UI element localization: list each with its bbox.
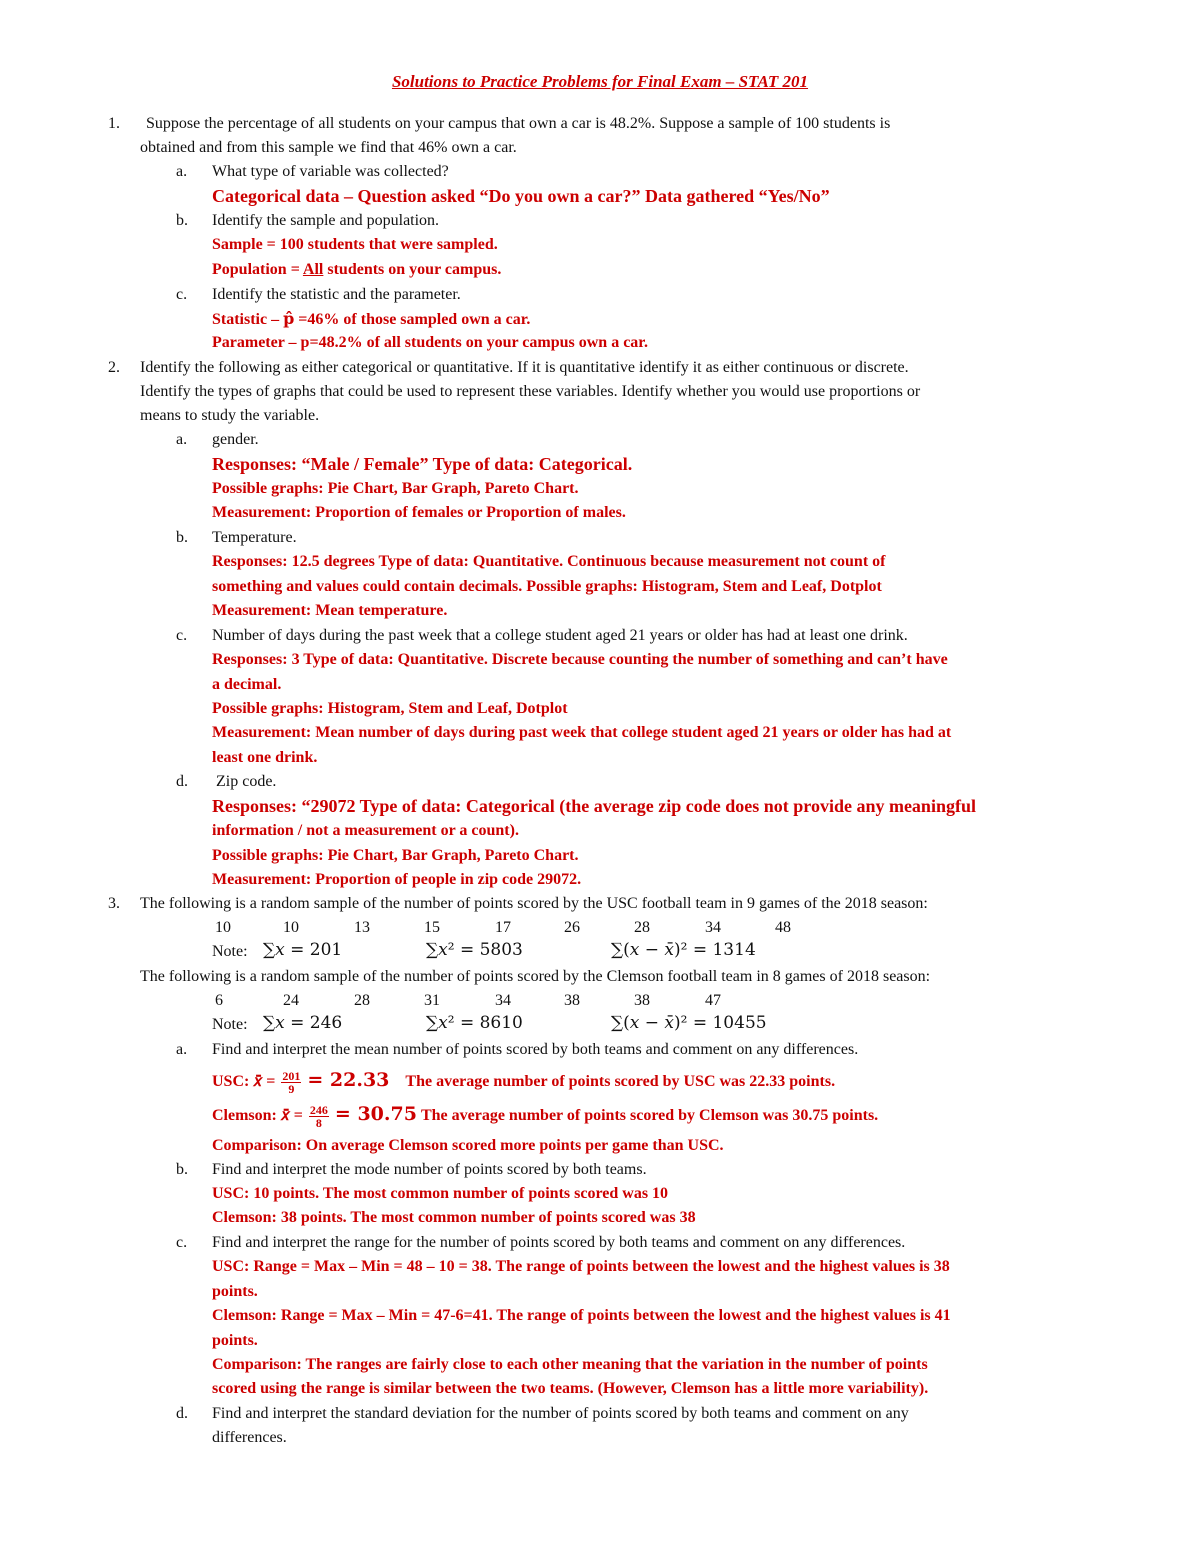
usc-value: 28 <box>634 919 650 936</box>
q3-text-1: The following is a random sample of the number of points scored by the USC football team in 9 games of the 2018 season: <box>140 895 928 912</box>
q3a-usc-mean <box>212 1066 835 1094</box>
clemson-value: 28 <box>354 992 370 1009</box>
usc-mean-fraction <box>281 1070 301 1095</box>
q3c-answer-3: Clemson: Range = Max – Min = 47-6=41. The range of points between the lowest and the highest values is 41 <box>212 1307 951 1324</box>
q2a-answer-1: Responses: “Male / Female” Type of data: Categorical. <box>212 454 633 474</box>
usc-mean-value: = 22.33 <box>307 1069 390 1091</box>
q2c-label: c. <box>176 627 188 644</box>
usc-sum-squares: ∑𝑥² = 5803 <box>426 940 523 960</box>
q1c-answer-statistic <box>212 309 530 330</box>
usc-value: 10 <box>215 919 231 936</box>
q1-text-2: obtained and from this sample we find that 46% own a car. <box>140 139 517 156</box>
q1-number: 1. <box>108 115 120 132</box>
page-title: Solutions to Practice Problems for Final Exam – STAT 201 <box>391 72 809 91</box>
clemson-value: 24 <box>283 992 299 1009</box>
q3d-question-1: Find and interpret the standard deviation for the number of points scored by both teams and comment on any <box>212 1405 909 1422</box>
clemson-values-row <box>0 991 1200 1011</box>
q2b-label: b. <box>176 529 188 546</box>
q2d-answer-1: Responses: “29072 Type of data: Categorical (the average zip code does not provide any meaningful <box>212 796 976 816</box>
q1b-pop-prefix: Population = <box>212 261 303 278</box>
usc-value: 15 <box>424 919 440 936</box>
clemson-mean-text: The average number of points scored by Clemson was 30.75 points. <box>420 1107 879 1124</box>
q2c-question: Number of days during the past week that a college student aged 21 years or older has had at least one drink. <box>212 627 908 644</box>
q1b-question: Identify the sample and population. <box>212 212 440 229</box>
clemson-mean-fraction <box>309 1104 329 1129</box>
q2a-answer-2: Possible graphs: Pie Chart, Bar Graph, Pareto Chart. <box>212 480 579 497</box>
clemson-note-label: Note: <box>212 1016 248 1033</box>
q3c-label: c. <box>176 1234 188 1251</box>
q2d-label: d. <box>176 773 188 790</box>
usc-sum: ∑𝑥 = 201 <box>263 940 343 960</box>
q2c-answer-2: a decimal. <box>212 676 282 693</box>
q2d-answer-2: information / not a measurement or a count). <box>212 822 519 839</box>
q2d-question: Zip code. <box>216 773 277 790</box>
q2-text-2: Identify the types of graphs that could be used to represent these variables. Identify whether you would use proportions or <box>140 383 921 400</box>
q1c-stat-prefix: Statistic – <box>212 311 284 328</box>
q1b-pop-suffix: students on your campus. <box>323 261 502 278</box>
q2d-answer-3: Possible graphs: Pie Chart, Bar Graph, Pareto Chart. <box>212 847 579 864</box>
q1-text-1: Suppose the percentage of all students on your campus that own a car is 48.2%. Suppose a sample of 100 students is <box>146 115 891 132</box>
q2c-answer-4: Measurement: Mean number of days during past week that college student aged 21 years or older has had at <box>212 724 952 741</box>
q3-number: 3. <box>108 895 120 912</box>
q1a-label: a. <box>176 163 188 180</box>
clemson-value: 47 <box>705 992 721 1009</box>
clemson-value: 38 <box>564 992 580 1009</box>
q2c-answer-3: Possible graphs: Histogram, Stem and Leaf, Dotplot <box>212 700 568 717</box>
q3b-question: Find and interpret the mode number of points scored by both teams. <box>212 1161 647 1178</box>
q1c-question: Identify the statistic and the parameter. <box>212 286 461 303</box>
q2b-answer-2: something and values could contain decimals. Possible graphs: Histogram, Stem and Leaf, Dotplot <box>212 578 882 595</box>
q2a-label: a. <box>176 431 188 448</box>
usc-mean-denominator: 9 <box>288 1081 295 1096</box>
q3a-comparison: Comparison: On average Clemson scored more points per game than USC. <box>212 1137 724 1154</box>
q1b-pop-all: All <box>302 261 324 278</box>
clemson-value: 6 <box>215 992 223 1009</box>
q3c-answer-2: points. <box>212 1283 258 1300</box>
q1a-answer: Categorical data – Question asked “Do you own a car?” Data gathered “Yes/No” <box>212 186 830 206</box>
clemson-mean-denominator: 8 <box>315 1115 322 1130</box>
clemson-sum-sq-dev: ∑(𝑥 − 𝑥̄)² = 10455 <box>611 1013 767 1033</box>
clemson-value: 31 <box>424 992 440 1009</box>
q1c-stat-suffix: =46% of those sampled own a car. <box>294 311 531 328</box>
q1b-answer-sample: Sample = 100 students that were sampled. <box>212 236 498 253</box>
usc-mean-prefix: USC: 𝑥̄ = <box>212 1073 280 1090</box>
q2b-question: Temperature. <box>212 529 297 546</box>
q1c-answer-parameter: Parameter – p=48.2% of all students on your campus own a car. <box>212 334 648 351</box>
usc-value: 17 <box>495 919 511 936</box>
clemson-sum: ∑𝑥 = 246 <box>263 1013 343 1033</box>
clemson-mean-prefix: Clemson: 𝑥̄ = <box>212 1107 307 1124</box>
q2a-answer-3: Measurement: Proportion of females or Proportion of males. <box>212 504 626 521</box>
q3c-answer-4: points. <box>212 1332 258 1349</box>
usc-mean-numerator: 201 <box>282 1068 301 1083</box>
q2b-answer-1: Responses: 12.5 degrees Type of data: Quantitative. Continuous because measurement not count of <box>212 553 886 570</box>
q3b-answer-clemson: Clemson: 38 points. The most common number of points scored was 38 <box>212 1209 696 1226</box>
usc-mean-text: The average number of points scored by USC was 22.33 points. <box>405 1073 836 1090</box>
usc-value: 13 <box>354 919 370 936</box>
q3b-answer-usc: USC: 10 points. The most common number of points scored was 10 <box>212 1185 669 1202</box>
q3d-question-2: differences. <box>212 1429 287 1446</box>
q3a-clemson-mean <box>212 1100 878 1128</box>
q3-text-2: The following is a random sample of the number of points scored by the Clemson football team in 8 games of 2018 season: <box>140 968 931 985</box>
clemson-mean-value: = 30.75 <box>334 1103 417 1125</box>
q2c-answer-1: Responses: 3 Type of data: Quantitative. Discrete because counting the number of something and can’t have <box>212 651 948 668</box>
usc-values-row <box>0 918 1200 938</box>
q2b-answer-3: Measurement: Mean temperature. <box>212 602 448 619</box>
usc-sum-sq-dev: ∑(𝑥 − 𝑥̄)² = 1314 <box>611 940 756 960</box>
q2-text-3: means to study the variable. <box>140 407 320 424</box>
q3d-label: d. <box>176 1405 188 1422</box>
clemson-value: 34 <box>495 992 511 1009</box>
q3c-answer-1: USC: Range = Max – Min = 48 – 10 = 38. The range of points between the lowest and the highest values is 38 <box>212 1258 950 1275</box>
q2c-answer-5: least one drink. <box>212 749 318 766</box>
usc-value: 34 <box>705 919 721 936</box>
usc-value: 10 <box>283 919 299 936</box>
usc-value: 48 <box>775 919 791 936</box>
q1b-label: b. <box>176 212 188 229</box>
q2-text-1: Identify the following as either categorical or quantitative. If it is quantitative identify it as either continuous or discrete. <box>140 359 909 376</box>
q1a-question: What type of variable was collected? <box>212 163 449 180</box>
clemson-sum-squares: ∑𝑥² = 8610 <box>426 1013 523 1033</box>
q1b-answer-population <box>212 260 501 280</box>
q1c-label: c. <box>176 286 188 303</box>
usc-value: 26 <box>564 919 580 936</box>
q3a-label: a. <box>176 1041 188 1058</box>
clemson-mean-numerator: 246 <box>309 1102 328 1117</box>
clemson-value: 38 <box>634 992 650 1009</box>
q3b-label: b. <box>176 1161 188 1178</box>
q3c-answer-5: Comparison: The ranges are fairly close to each other meaning that the variation in the number of points <box>212 1356 928 1373</box>
q3a-question: Find and interpret the mean number of points scored by both teams and comment on any differences. <box>212 1041 859 1058</box>
q2d-answer-4: Measurement: Proportion of people in zip code 29072. <box>212 871 582 888</box>
usc-note-label: Note: <box>212 943 248 960</box>
q3c-question: Find and interpret the range for the number of points scored by both teams and comment on any differences. <box>212 1234 906 1251</box>
q2a-question: gender. <box>212 431 259 448</box>
q2-number: 2. <box>108 359 120 376</box>
q3c-answer-6: scored using the range is similar between the two teams. (However, Clemson has a little more variability). <box>212 1380 929 1397</box>
p-hat-symbol: p̂ <box>283 309 295 328</box>
